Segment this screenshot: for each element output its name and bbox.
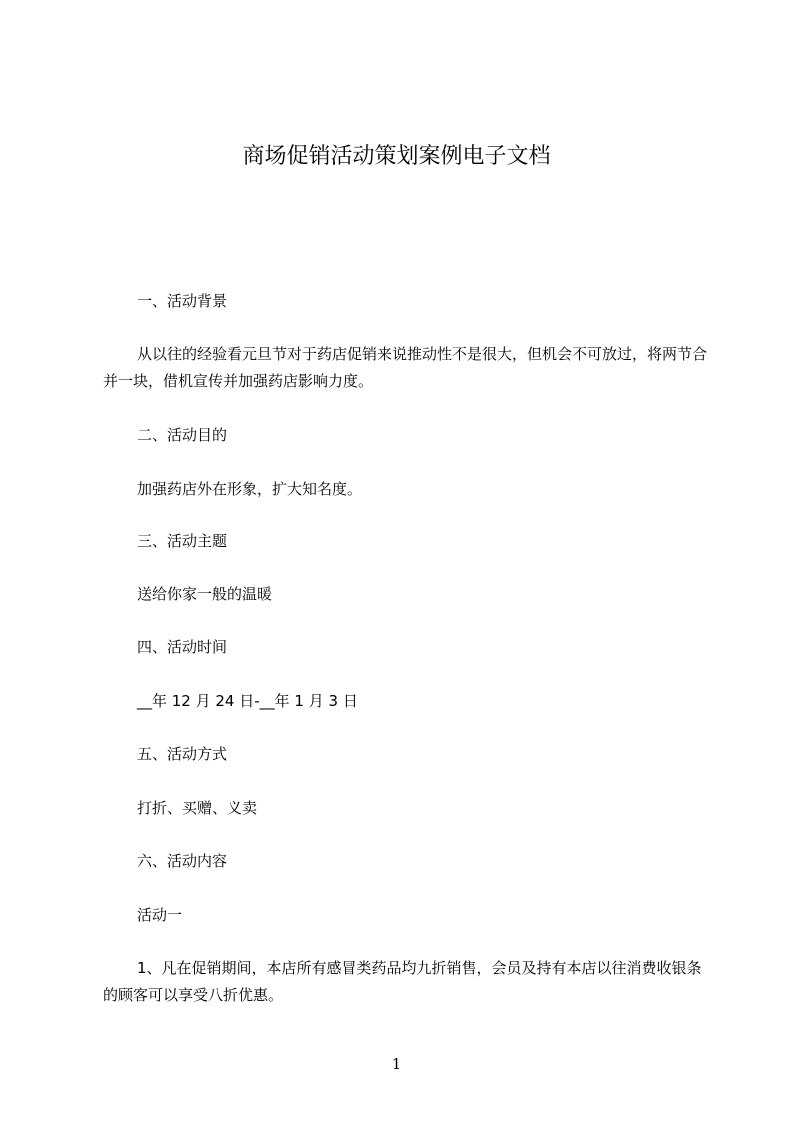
purpose-text: 加强药店外在形象，扩大知名度。 xyxy=(137,480,363,498)
page-number: 1 xyxy=(391,1055,402,1073)
section-heading-purpose: 二、活动目的 xyxy=(137,426,228,444)
activity-one-paragraph: 1、凡在促销期间，本店所有感冒类药品均九折销售，会员及持有本店以往消费收银条的顾客可以享受八折优惠。 xyxy=(103,959,702,1004)
time-text: __年 12 月 24 日-__年 1 月 3 日 xyxy=(137,692,358,710)
section-heading-theme: 三、活动主题 xyxy=(137,532,228,550)
method-text: 打折、买赠、义卖 xyxy=(137,799,258,817)
section-heading-time: 四、活动时间 xyxy=(137,638,228,656)
section-heading-content: 六、活动内容 xyxy=(137,852,228,870)
background-paragraph: 从以往的经验看元旦节对于药店促销来说推动性不是很大，但机会不可放过，将两节合并一块，借机宣传并加强药店影响力度。 xyxy=(103,345,708,390)
document-title: 商场促销活动策划案例电子文档 xyxy=(242,144,551,169)
section-heading-background: 一、活动背景 xyxy=(137,292,228,310)
section-heading-method: 五、活动方式 xyxy=(137,745,228,763)
activity-one-label: 活动一 xyxy=(137,906,183,924)
theme-text: 送给你家一般的温暖 xyxy=(137,585,273,603)
